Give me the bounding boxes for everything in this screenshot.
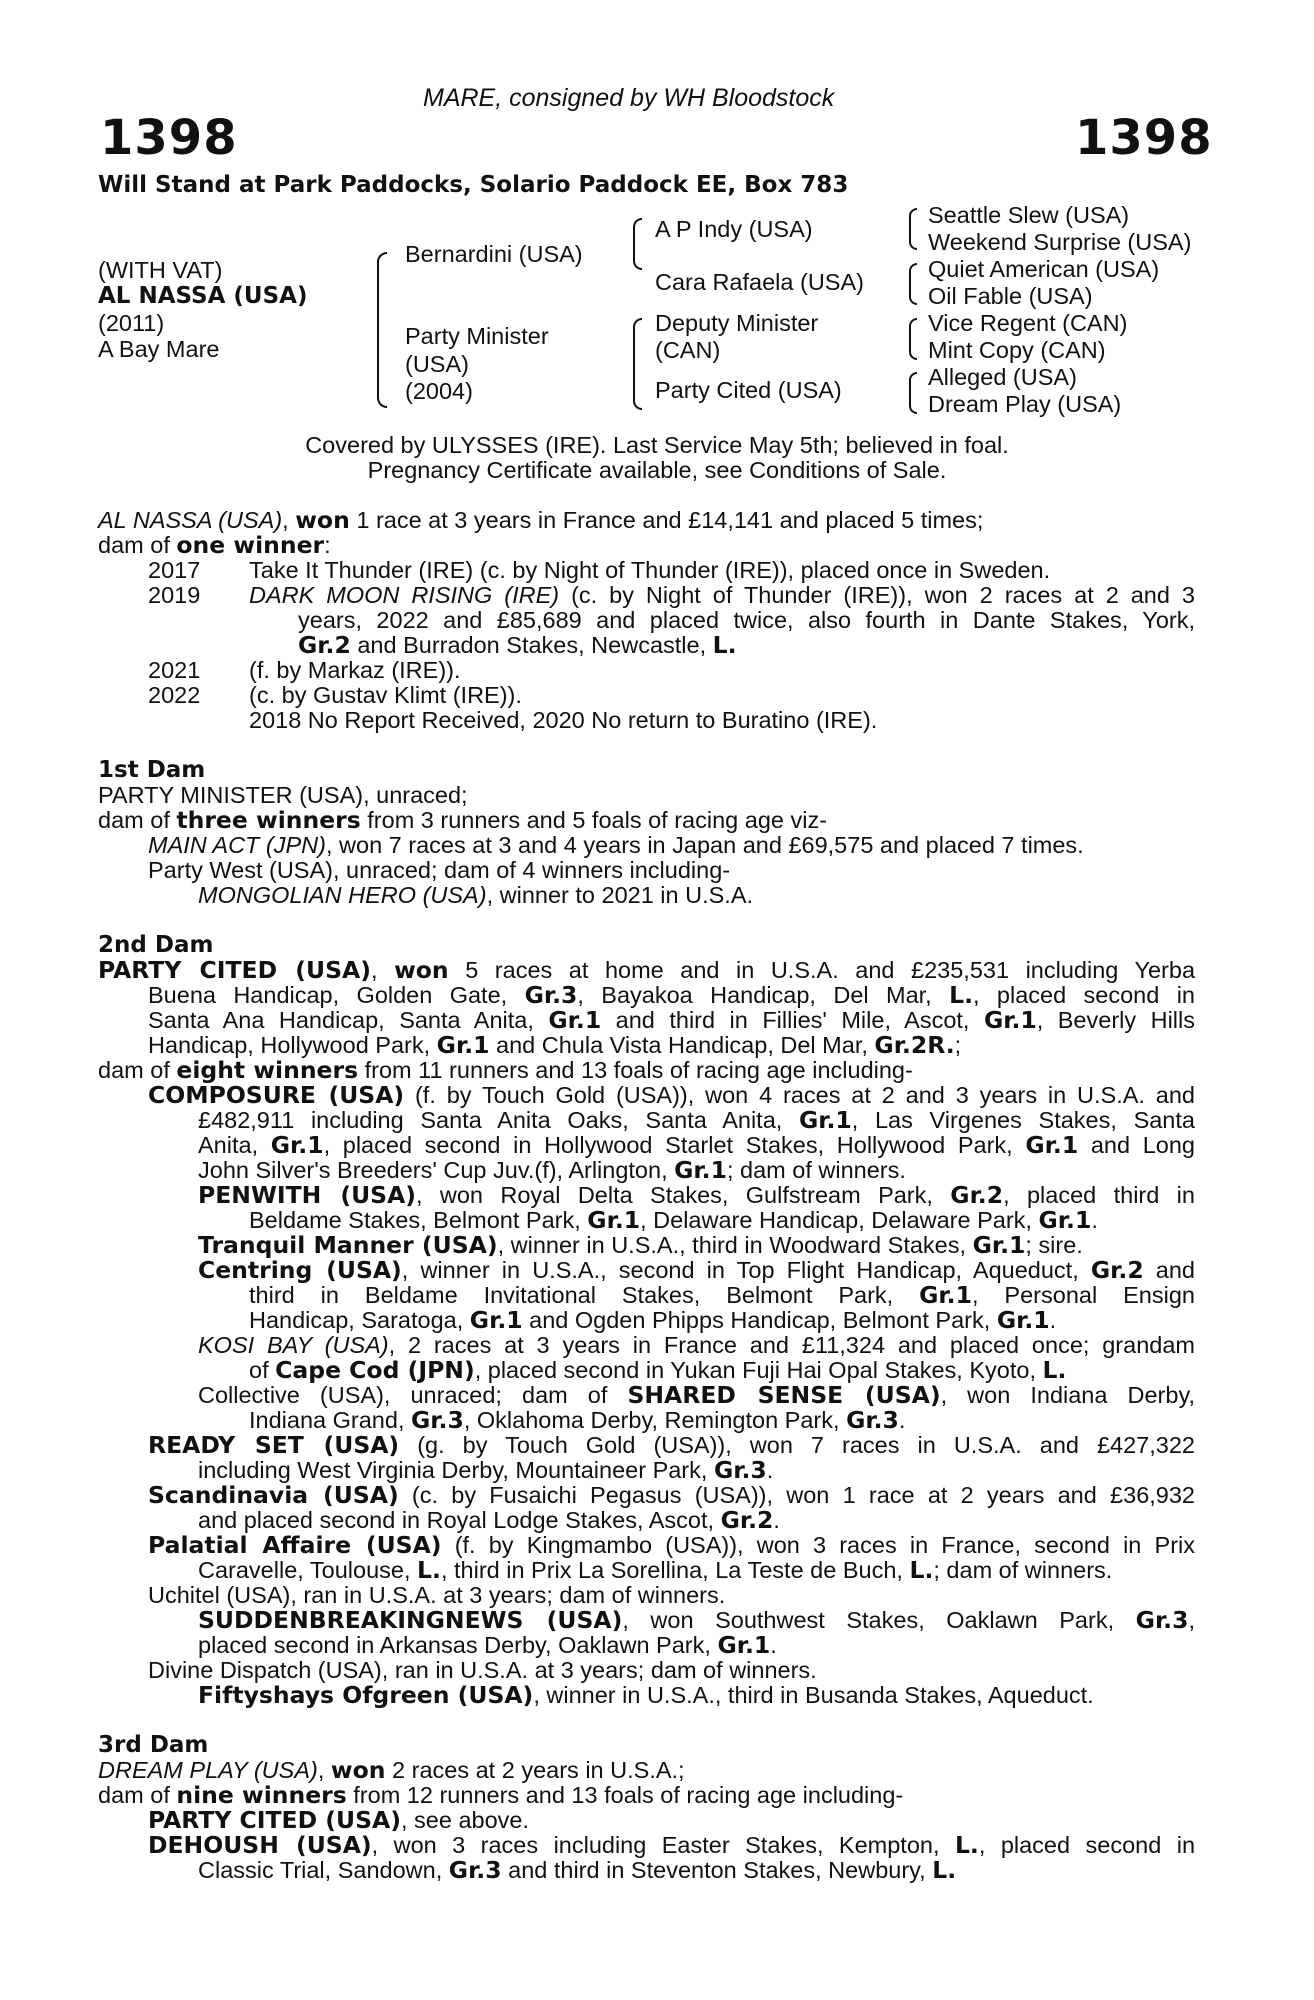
g: Gr.1 — [587, 1206, 641, 1234]
dark-moon-rising: DARK MOON RISING (IRE) — [249, 582, 560, 608]
lot-number-right: 1398 — [1075, 110, 1213, 166]
t: Anita, — [198, 1132, 271, 1158]
covered-line-2: Pregnancy Certificate available, see Conditions of Sale. — [367, 457, 947, 483]
d3-won: won — [330, 1756, 386, 1784]
t: , won Royal Delta Stakes, Gulfstream Park, — [416, 1182, 951, 1208]
d2-p1-rest: 5 races at home and in U.S.A. and £235,531 including Yerba — [465, 957, 1196, 983]
dam1-heading: 1st Dam — [98, 757, 206, 783]
scandinavia-2 — [198, 1508, 780, 1533]
t: and Long — [1078, 1132, 1196, 1158]
main-act-text: , won 7 races at 3 and 4 years in Japan and £69,575 and placed 7 times. — [325, 832, 1084, 858]
t: and placed second in Royal Lodge Stakes, Ascot, — [198, 1507, 721, 1533]
g: Gr.2 — [1090, 1256, 1144, 1284]
ready-set-2 — [198, 1458, 773, 1483]
consignment-line: MARE, consigned by WH Bloodstock — [423, 84, 835, 112]
g: Gr.1 — [983, 1006, 1037, 1034]
centring: Centring (USA) — [198, 1256, 402, 1284]
t: ; sire. — [1025, 1232, 1083, 1258]
t: , Beverly Hills — [1036, 1007, 1195, 1033]
dam1-line2 — [98, 808, 827, 833]
t: (f. by Touch Gold (USA)), won 4 races at 2 and 3 years in U.S.A. and — [404, 1082, 1195, 1108]
t: ; dam of winners. — [933, 1557, 1113, 1583]
penwith: PENWITH (USA) — [198, 1181, 416, 1209]
t: , see above. — [400, 1807, 530, 1833]
t: , winner in U.S.A., third in Woodward Stakes, — [497, 1232, 973, 1258]
kosi-bay: KOSI BAY (USA) — [198, 1332, 389, 1358]
t: , Delaware Handicap, Delaware Park, — [640, 1207, 1039, 1233]
ped-dds: Alleged (USA) — [928, 364, 1077, 390]
centring-1 — [198, 1258, 1195, 1283]
ped-dam-sire-line2: (CAN) — [655, 337, 721, 363]
pedigree-brace-g1 — [909, 208, 917, 250]
main-act: MAIN ACT (JPN) — [148, 832, 326, 858]
dam2-p3 — [148, 1008, 1195, 1033]
t: , winner in U.S.A., second in Top Flight Handicap, Aqueduct, — [401, 1257, 1091, 1283]
t: , placed third in — [1003, 1182, 1195, 1208]
record-rest: 1 race at 3 years in France and £14,141 and placed 5 times; — [349, 507, 984, 533]
dam2-p1: PARTY CITED (USA), won 5 races at home and in U.S.A. and £235,531 including Yerba — [98, 956, 1196, 984]
t: Collective (USA), unraced; dam of — [198, 1382, 628, 1408]
g: Gr.1 — [436, 1031, 490, 1059]
g: Gr.2 — [720, 1506, 774, 1534]
g: L. — [1042, 1356, 1067, 1384]
g: Gr.2R. — [874, 1031, 955, 1059]
composure-3 — [198, 1133, 1195, 1158]
g: L. — [417, 1556, 441, 1584]
produce-text-2017: Take It Thunder (IRE) (c. by Night of Thunder (IRE)), placed once in Sweden. — [249, 557, 1051, 583]
record-name: AL NASSA (USA) — [98, 507, 283, 533]
t: (g. by Touch Gold (USA)), won 7 races in U.S.A. and £427,322 — [399, 1432, 1195, 1458]
produce-year-2017: 2017 — [148, 557, 201, 583]
t: , Bayakoa Handicap, Del Mar, — [577, 982, 950, 1008]
t: , winner in U.S.A., third in Busanda Stakes, Aqueduct. — [533, 1682, 1094, 1708]
penwith-2 — [249, 1208, 1098, 1233]
horse-desc: A Bay Mare — [98, 336, 220, 362]
composure-1 — [148, 1083, 1195, 1108]
ped-dam-dam: Party Cited (USA) — [655, 377, 842, 403]
ped-dss: Vice Regent (CAN) — [928, 310, 1128, 336]
produce-text-2019 — [249, 583, 1195, 608]
ped-sss: Seattle Slew (USA) — [928, 202, 1130, 228]
dam1-line1: PARTY MINISTER (USA), unraced; — [98, 782, 468, 808]
t: Handicap, Saratoga, — [249, 1307, 470, 1333]
colon: : — [324, 532, 331, 558]
party-cited-ref: PARTY CITED (USA) — [148, 1806, 401, 1834]
dam3-line3 — [148, 1808, 529, 1833]
scandinavia: Scandinavia (USA) — [148, 1481, 399, 1509]
ped-dam-line2: (USA) — [405, 351, 469, 377]
g: Gr.3 — [713, 1456, 767, 1484]
dam3-heading: 3rd Dam — [98, 1732, 209, 1758]
pedigree-brace-main — [377, 252, 387, 408]
dam2-heading: 2nd Dam — [98, 932, 214, 958]
dam3-line4 — [148, 1833, 1195, 1858]
g: Gr.1 — [972, 1231, 1026, 1259]
one-winner: one winner — [176, 531, 325, 559]
pedigree-brace-g3 — [909, 318, 917, 360]
collective-1 — [198, 1383, 1195, 1408]
suddenbreaking-1 — [198, 1608, 1195, 1633]
g: Gr.3 — [524, 981, 578, 1009]
t: (c. by Fusaichi Pegasus (USA)), won 1 race at 2 years and £36,932 — [398, 1482, 1195, 1508]
t: dam of — [98, 1782, 177, 1808]
t: . — [1049, 1307, 1057, 1333]
t: Buena Handicap, Golden Gate, — [148, 982, 525, 1008]
produce-2019-line2-text: years, 2022 and £85,689 and placed twice, also fourth in Dante Stakes, York, — [298, 607, 1195, 633]
ped-ssd: Weekend Surprise (USA) — [928, 229, 1192, 255]
t: (f. by Kingmambo (USA)), won 3 races in France, second in Prix — [441, 1532, 1195, 1558]
t: , — [1188, 1607, 1195, 1633]
t: third in Beldame Invitational Stakes, Belmont Park, — [249, 1282, 920, 1308]
pedigree-brace-g2 — [909, 263, 917, 305]
t: Caravelle, Toulouse, — [198, 1557, 418, 1583]
t: . — [766, 1457, 774, 1483]
ped-sds: Quiet American (USA) — [928, 256, 1160, 282]
t: , placed second in Hollywood Starlet Stakes, Hollywood Park, — [323, 1132, 1026, 1158]
g: Gr.3 — [1135, 1606, 1189, 1634]
ready-set: READY SET (USA) — [148, 1431, 400, 1459]
kosi-bay-2 — [249, 1358, 1066, 1383]
d2-won: won — [394, 956, 449, 984]
pedigree-brace-g4 — [909, 372, 917, 414]
horse-year: (2011) — [98, 310, 165, 336]
g: L. — [949, 981, 973, 1009]
g: eight winners — [176, 1056, 359, 1084]
t: , Personal Ensign — [971, 1282, 1195, 1308]
ped-dsd: Mint Copy (CAN) — [928, 337, 1106, 363]
t: , won 3 races including Easter Stakes, Kempton, — [371, 1832, 955, 1858]
produce-text-2021: (f. by Markaz (IRE)). — [249, 657, 461, 683]
tranquil-manner — [198, 1233, 1083, 1258]
g: Gr.1 — [1038, 1206, 1092, 1234]
g: L. — [932, 1856, 957, 1884]
t: , 2 races at 3 years in France and £11,324 and placed once; grandam — [388, 1332, 1195, 1358]
produce-text-2022: (c. by Gustav Klimt (IRE)). — [249, 682, 522, 708]
t: of — [249, 1357, 276, 1383]
dam-of-text: dam of — [98, 532, 177, 558]
ped-dam-line3: (2004) — [405, 378, 473, 404]
t: Classic Trial, Sandown, — [198, 1857, 449, 1883]
palatial-2 — [198, 1558, 1112, 1583]
dam1-line5 — [198, 883, 753, 908]
centring-2 — [249, 1283, 1195, 1308]
t: , placed second in — [973, 982, 1196, 1008]
dam2-p5 — [98, 1058, 913, 1083]
dam1-line4: Party West (USA), unraced; dam of 4 winners including- — [148, 857, 731, 883]
g: Gr.1 — [919, 1281, 972, 1309]
pedigree-brace-sire — [633, 218, 642, 270]
g: Gr.1 — [469, 1306, 523, 1334]
t: ; dam of winners. — [726, 1157, 906, 1183]
t: John Silver's Breeders' Cup Juv.(f), Arlington, — [198, 1157, 675, 1183]
dehoush: DEHOUSH (USA) — [148, 1831, 372, 1859]
palatial-1 — [148, 1533, 1195, 1558]
dam2-p4 — [148, 1033, 961, 1058]
record-line: AL NASSA (USA), won 1 race at 3 years in France and £14,141 and placed 5 times; — [98, 506, 984, 534]
dam2-p2 — [148, 983, 1195, 1008]
ped-dam-line1: Party Minister — [405, 323, 549, 349]
ped-sdd: Oil Fable (USA) — [928, 283, 1093, 309]
t: from 11 runners and 13 foals of racing age including- — [358, 1057, 913, 1083]
t: , won Southwest Stakes, Oaklawn Park, — [622, 1607, 1136, 1633]
mongolian-hero-text: , winner to 2021 in U.S.A. — [486, 882, 754, 908]
t: , Oklahoma Derby, Remington Park, — [463, 1407, 847, 1433]
t: Handicap, Hollywood Park, — [148, 1032, 437, 1058]
scandinavia-1 — [148, 1483, 1195, 1508]
dam3-line5 — [198, 1858, 956, 1883]
produce-note: 2018 No Report Received, 2020 No return to Buratino (IRE). — [249, 707, 878, 733]
g: Gr.1 — [674, 1156, 727, 1184]
ped-sire-dam: Cara Rafaela (USA) — [655, 269, 864, 295]
listed: L. — [712, 631, 737, 659]
covered-line-1: Covered by ULYSSES (IRE). Last Service May 5th; believed in foal. — [305, 432, 1009, 458]
g: L. — [909, 1556, 934, 1584]
g: Gr.1 — [996, 1306, 1050, 1334]
ready-set-1 — [148, 1433, 1195, 1458]
vat-label: (WITH VAT) — [98, 257, 223, 283]
produce-2019-line2 — [298, 608, 1195, 633]
suddenbreakingnews: SUDDENBREAKINGNEWS (USA) — [198, 1606, 623, 1634]
tranquil: Tranquil Manner (USA) — [198, 1231, 498, 1259]
t: . — [770, 1632, 777, 1658]
composure: COMPOSURE (USA) — [148, 1081, 405, 1109]
produce-year-2019: 2019 — [148, 582, 201, 608]
t: and — [1143, 1257, 1196, 1283]
produce-2019-text: (c. by Night of Thunder (IRE)), won 2 races at 2 and 3 — [559, 582, 1195, 608]
t: Indiana Grand, — [249, 1407, 411, 1433]
t: and third in Steventon Stakes, Newbury, — [501, 1857, 933, 1883]
produce-year-2022: 2022 — [148, 682, 201, 708]
produce-year-2021: 2021 — [148, 657, 201, 683]
gr2: Gr.2 — [298, 631, 351, 659]
record-won: won — [295, 506, 350, 534]
t: including West Virginia Derby, Mountaineer Park, — [198, 1457, 714, 1483]
ped-dam-sire-line1: Deputy Minister — [655, 310, 819, 336]
location-line: Will Stand at Park Paddocks, Solario Paddock EE, Box 783 — [98, 172, 849, 198]
ped-sire: Bernardini (USA) — [405, 241, 583, 267]
t: , won Indiana Derby, — [940, 1382, 1195, 1408]
t: £482,911 including Santa Anita Oaks, Santa Anita, — [198, 1107, 799, 1133]
shared-sense: SHARED SENSE (USA) — [627, 1381, 941, 1409]
palatial-affaire: Palatial Affaire (USA) — [148, 1531, 442, 1559]
fiftyshays — [198, 1683, 1094, 1708]
g: Gr.1 — [1025, 1131, 1079, 1159]
t: 2 races at 2 years in U.S.A.; — [385, 1757, 685, 1783]
g: Gr.1 — [270, 1131, 324, 1159]
kosi-bay-1 — [198, 1333, 1195, 1358]
composure-4 — [198, 1158, 906, 1183]
g: Gr.3 — [846, 1406, 899, 1434]
cape-cod: Cape Cod (JPN) — [275, 1356, 475, 1384]
g: Gr.1 — [717, 1631, 771, 1659]
party-cited: PARTY CITED (USA) — [98, 956, 371, 984]
t: ; — [954, 1032, 962, 1058]
divine-dispatch: Divine Dispatch (USA), ran in U.S.A. at 3 years; dam of winners. — [148, 1657, 817, 1683]
suddenbreaking-2 — [198, 1633, 777, 1658]
g: L. — [954, 1831, 979, 1859]
ped-ddd: Dream Play (USA) — [928, 391, 1122, 417]
t: Beldame Stakes, Belmont Park, — [249, 1207, 588, 1233]
pedigree-brace-dam — [633, 318, 642, 410]
t: and Ogden Phipps Handicap, Belmont Park, — [522, 1307, 997, 1333]
t: , — [317, 1757, 331, 1783]
uchitel: Uchitel (USA), ran in U.S.A. at 3 years; dam of winners. — [148, 1582, 726, 1608]
centring-3 — [249, 1308, 1056, 1333]
t: , third in Prix La Sorellina, La Teste de Buch, — [440, 1557, 910, 1583]
dam3-line2 — [98, 1783, 903, 1808]
t: . — [1091, 1207, 1098, 1233]
d1-dam-of: dam of — [98, 807, 177, 833]
mongolian-hero: MONGOLIAN HERO (USA) — [198, 882, 487, 908]
t: placed second in Arkansas Derby, Oaklawn Park, — [198, 1632, 718, 1658]
t: , placed second in — [978, 1832, 1196, 1858]
t: . — [898, 1407, 906, 1433]
d1-runners: from 3 runners and 5 foals of racing age viz- — [360, 807, 828, 833]
t: and Chula Vista Handicap, Del Mar, — [489, 1032, 875, 1058]
t: , placed second in Yukan Fuji Hai Opal Stakes, Kyoto, — [474, 1357, 1043, 1383]
t: from 12 runners and 13 foals of racing age including- — [346, 1782, 904, 1808]
g: Gr.1 — [548, 1006, 602, 1034]
produce-2019-line3 — [298, 633, 737, 658]
dream-play: DREAM PLAY (USA) — [98, 1757, 318, 1783]
t: , Las Virgenes Stakes, Santa — [851, 1107, 1195, 1133]
t: . — [773, 1507, 780, 1533]
fiftyshays-name: Fiftyshays Ofgreen (USA) — [198, 1681, 534, 1709]
g: Gr.3 — [448, 1856, 502, 1884]
ped-sire-sire: A P Indy (USA) — [655, 216, 813, 242]
g: Gr.3 — [411, 1406, 464, 1434]
composure-2 — [198, 1108, 1195, 1133]
dam3-line1 — [98, 1758, 685, 1783]
t: and third in Fillies' Mile, Ascot, — [601, 1007, 984, 1033]
t: Santa Ana Handicap, Santa Anita, — [148, 1007, 549, 1033]
g: Gr.2 — [950, 1181, 1004, 1209]
g: Gr.1 — [798, 1106, 852, 1134]
dam1-line3 — [148, 833, 1084, 858]
record-dam-of — [98, 533, 331, 558]
lot-number-left: 1398 — [100, 110, 238, 166]
d1-winners: three winners — [176, 806, 361, 834]
produce-2019-line3-text: and Burradon Stakes, Newcastle, — [350, 632, 713, 658]
d3-winners: nine winners — [176, 1781, 347, 1809]
t: dam of — [98, 1057, 177, 1083]
horse-name: AL NASSA (USA) — [98, 283, 308, 309]
penwith-1 — [198, 1183, 1195, 1208]
collective-2 — [249, 1408, 905, 1433]
